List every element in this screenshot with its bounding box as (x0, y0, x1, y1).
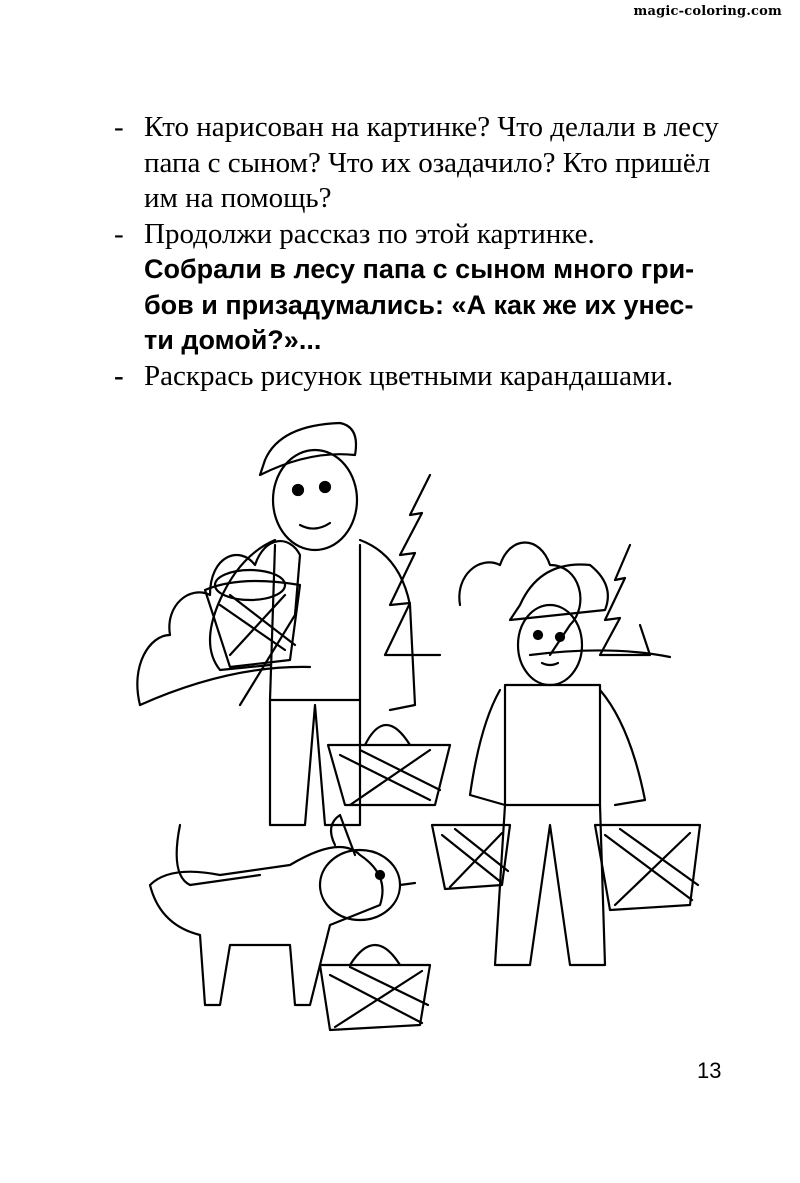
story-start-line-3: ти домой?»... (144, 325, 322, 355)
question-2-dash: - (114, 217, 124, 250)
basket-son-right-icon (595, 825, 700, 910)
task-text: Раскрась рисунок цветными карандашами. (144, 359, 674, 392)
father-figure-icon (210, 423, 415, 825)
story-start-line-1: Собрали в лесу папа с сыном много гри- (144, 254, 695, 284)
text-block (114, 110, 734, 394)
basket-father-hand-icon (328, 725, 450, 805)
question-1-line-3: им на помощь? (144, 182, 332, 214)
question-2 (114, 217, 734, 253)
story-start (114, 252, 734, 359)
question-1-line-1: Кто нарисован на картинке? Что делали в лесу (144, 111, 719, 143)
page-number: 13 (697, 1058, 722, 1083)
site-watermark: magic-coloring.com (633, 4, 782, 19)
ground-line (140, 650, 670, 705)
coloring-picture-icon (110, 405, 730, 1045)
task (114, 359, 734, 395)
dog-figure-icon (150, 815, 415, 1005)
story-start-line-2: бов и призадумались: «А как же их унес- (144, 289, 694, 320)
basket-dog-icon (320, 945, 430, 1030)
question-1-dash: - (114, 111, 124, 143)
question-1 (114, 110, 734, 217)
basket-held-father-icon (205, 570, 300, 667)
tree-bush-left-icon (137, 541, 300, 705)
basket-son-left-icon (432, 825, 510, 889)
son-figure-icon (470, 565, 645, 966)
question-1-line-2: папа с сыном? Что их озадачило? Кто пришёл (144, 146, 711, 179)
question-2-line-1: Продолжи рассказ по этой картинке. (144, 217, 595, 250)
task-dash: - (114, 359, 124, 392)
